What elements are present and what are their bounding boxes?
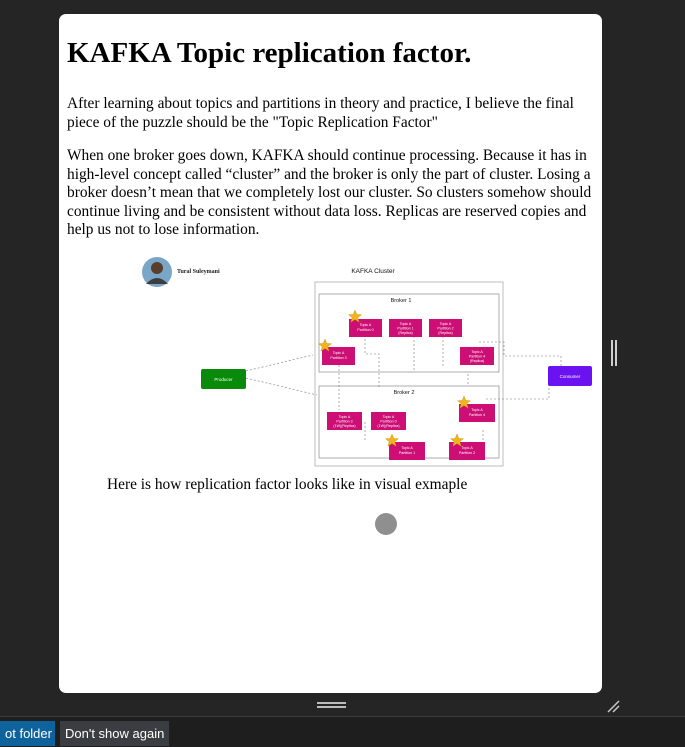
cluster-frame — [315, 282, 503, 466]
consumer-label: Consumer — [559, 374, 581, 379]
author-avatar — [142, 257, 172, 287]
svg-text:Topic A: Topic A — [382, 415, 395, 419]
svg-text:Partition 4: Partition 4 — [468, 354, 486, 359]
svg-text:Topic A: Topic A — [338, 415, 351, 419]
spinner-icon — [375, 513, 397, 535]
producer-label: Producer — [214, 377, 233, 382]
svg-text:Partition 3: Partition 3 — [330, 356, 347, 360]
svg-text:Topic A: Topic A — [439, 322, 452, 326]
diagram-caption: Here is how replication factor looks like in visual exmaple — [107, 476, 468, 493]
partition-box — [349, 319, 382, 337]
svg-text:Partition 1: Partition 1 — [397, 326, 414, 331]
svg-text:(1W)(Replica): (1W)(Replica) — [377, 424, 400, 428]
open-folder-button[interactable]: ot folder — [0, 721, 55, 746]
broker1-label: Broker 1 — [390, 298, 412, 304]
svg-text:Partition 2: Partition 2 — [458, 451, 476, 455]
body-paragraph: When one broker goes down, KAFKA should continue processing. Because it has in high-level concept called “cluster” and the broker is only the part of cluster. Losing a broker doesn’t mean that we completely lost our cluster. So clusters somehow should continue living and be consistent without data loss. Replicas are reserved copies and help us not to lose information. — [67, 147, 592, 238]
svg-text:Partition 4: Partition 4 — [468, 413, 486, 417]
svg-text:Topic A: Topic A — [332, 351, 345, 355]
dont-show-again-button[interactable]: Don't show again — [60, 721, 169, 746]
svg-text:(Replica): (Replica) — [469, 359, 485, 363]
svg-text:Partition 3: Partition 3 — [336, 419, 353, 424]
partition-box — [327, 412, 362, 430]
horizontal-resize-handle-icon[interactable] — [317, 702, 346, 709]
article-title: KAFKA Topic replication factor. — [67, 37, 472, 69]
broker2-label: Broker 2 — [393, 390, 415, 396]
svg-text:Partition 2: Partition 2 — [437, 326, 454, 331]
partition-box — [389, 319, 422, 337]
svg-text:(Replica): (Replica) — [438, 331, 453, 335]
svg-text:Topic A: Topic A — [471, 408, 483, 412]
partition-box — [460, 347, 494, 365]
svg-text:Topic A: Topic A — [399, 322, 412, 326]
svg-text:Topic A: Topic A — [359, 323, 372, 327]
vertical-resize-handle-icon[interactable] — [611, 340, 617, 366]
intro-paragraph: After learning about topics and partitions in theory and practice, I believe the final piece of the puzzle should be the "Topic Replication Factor" — [67, 95, 574, 131]
svg-text:Topic A: Topic A — [461, 446, 473, 450]
partition-box — [459, 404, 495, 422]
svg-text:Topic A: Topic A — [401, 446, 413, 450]
svg-text:(1W)(Replica): (1W)(Replica) — [333, 424, 356, 428]
partition-box — [371, 412, 406, 430]
author-name: Tural Suleymani — [177, 269, 220, 275]
svg-text:Partition 0: Partition 0 — [357, 328, 374, 332]
svg-text:Topic A: Topic A — [471, 350, 483, 354]
resize-grip-icon[interactable] — [604, 697, 622, 715]
cluster-title: KAFKA Cluster — [351, 268, 395, 275]
svg-text:Partition 0: Partition 0 — [380, 419, 397, 424]
partition-box — [429, 319, 462, 337]
article-card — [59, 14, 602, 693]
svg-text:(Replica): (Replica) — [398, 331, 413, 335]
svg-text:Partition 1: Partition 1 — [398, 451, 416, 455]
kafka-cluster-diagram — [139, 254, 581, 470]
